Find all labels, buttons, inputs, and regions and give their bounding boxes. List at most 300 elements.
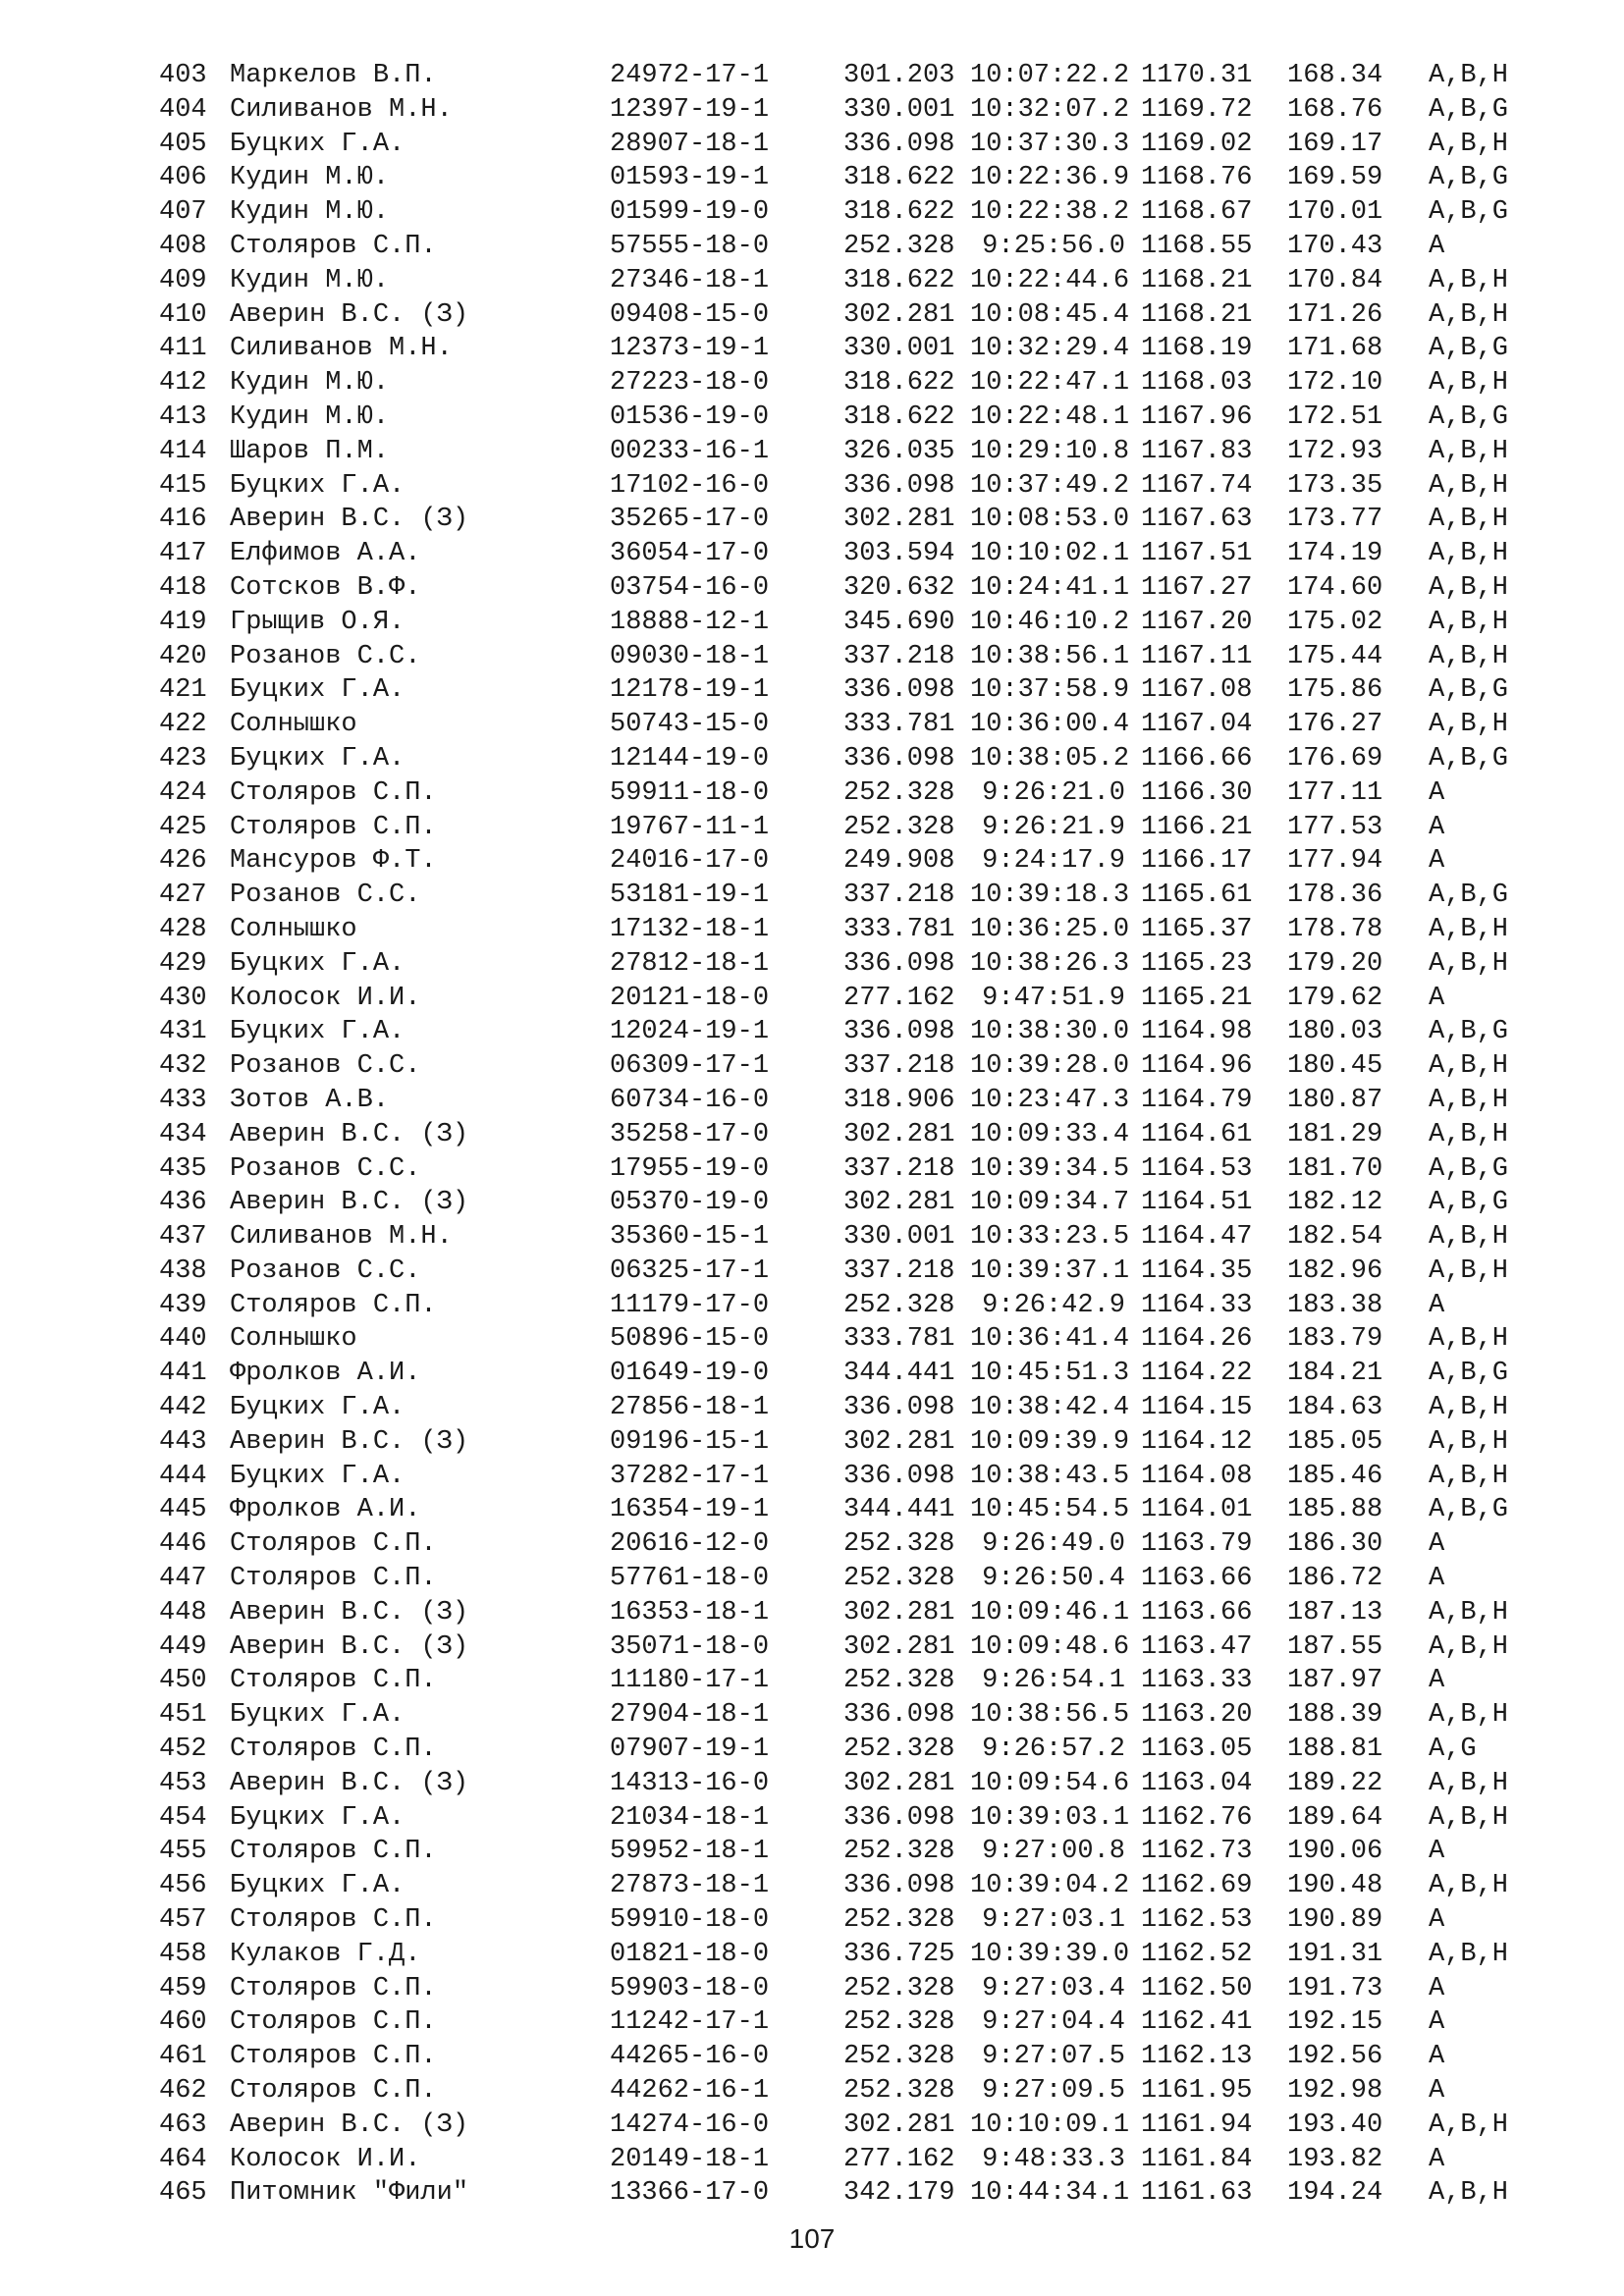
cell-speed: 1161.94 [1141,2109,1253,2140]
table-row [159,776,1573,811]
cell-arrival-time: 9:26:57.2 [982,1735,1125,1765]
cell-class: A [1429,812,1445,842]
cell-speed: 1168.03 [1141,368,1253,399]
cell-arrival-time: 10:37:58.9 [970,675,1130,706]
cell-fancier: Буцких Г.А. [230,743,406,774]
cell-arrival-time: 9:27:00.8 [982,1837,1125,1867]
cell-place: 448 [159,1597,207,1628]
table-row [159,742,1573,776]
cell-arrival-time: 10:38:05.2 [970,743,1130,774]
cell-ring: 44265-16-0 [610,2042,770,2072]
cell-speed: 1167.83 [1141,436,1253,466]
cell-speed: 1170.31 [1141,61,1253,90]
cell-speed: 1164.98 [1141,1017,1253,1047]
cell-fancier: Колосок И.И. [230,983,421,1013]
cell-ring: 28907-18-1 [610,129,770,159]
cell-ring: 01536-19-0 [610,401,770,432]
cell-coefficient: 170.43 [1287,231,1383,261]
cell-place: 414 [159,436,207,466]
cell-distance: 252.328 [843,812,955,842]
cell-distance: 336.098 [843,743,955,774]
cell-class: A,B,G [1429,163,1509,193]
cell-distance: 252.328 [843,777,955,808]
cell-speed: 1167.63 [1141,505,1253,535]
cell-coefficient: 191.73 [1287,1973,1383,2003]
cell-speed: 1167.96 [1141,401,1253,432]
cell-fancier: Столяров С.П. [230,1735,437,1765]
cell-ring: 12397-19-1 [610,94,770,125]
cell-class: A,B,G [1429,197,1509,228]
cell-arrival-time: 10:10:02.1 [970,539,1130,569]
cell-distance: 336.098 [843,1461,955,1491]
cell-coefficient: 178.36 [1287,881,1383,911]
cell-coefficient: 174.60 [1287,572,1383,603]
cell-ring: 01593-19-1 [610,163,770,193]
cell-fancier: Мансуров Ф.Т. [230,846,437,877]
cell-ring: 14313-16-0 [610,1768,770,1798]
cell-coefficient: 194.24 [1287,2178,1383,2209]
cell-coefficient: 168.76 [1287,94,1383,125]
cell-place: 429 [159,948,207,979]
cell-class: A,B,G [1429,1017,1509,1047]
table-row [159,1527,1573,1562]
cell-class: A [1429,777,1445,808]
results-table [159,59,1573,2211]
cell-class: A,B,H [1429,505,1509,535]
cell-class: A,B,G [1429,401,1509,432]
cell-coefficient: 172.93 [1287,436,1383,466]
cell-arrival-time: 10:38:42.4 [970,1393,1130,1423]
table-row [159,879,1573,913]
cell-class: A [1429,1529,1445,1560]
cell-place: 465 [159,2178,207,2209]
cell-fancier: Аверин В.С. (З) [230,2109,469,2140]
cell-distance: 302.281 [843,1119,955,1149]
cell-arrival-time: 9:27:04.4 [982,2007,1125,2038]
cell-ring: 13366-17-0 [610,2178,770,2209]
cell-coefficient: 187.55 [1287,1631,1383,1662]
cell-place: 464 [159,2144,207,2174]
cell-class: A,G [1429,1735,1477,1765]
cell-speed: 1169.72 [1141,94,1253,125]
cell-speed: 1165.37 [1141,914,1253,944]
cell-distance: 252.328 [843,1905,955,1936]
table-row [159,1322,1573,1357]
cell-class: A,B,H [1429,2178,1509,2209]
cell-fancier: Аверин В.С. (З) [230,1631,469,1662]
cell-place: 416 [159,505,207,535]
cell-place: 433 [159,1085,207,1115]
cell-speed: 1168.19 [1141,334,1253,364]
cell-fancier: Силиванов М.Н. [230,94,453,125]
cell-class: A,B,G [1429,1188,1509,1218]
cell-arrival-time: 10:38:30.0 [970,1017,1130,1047]
cell-speed: 1166.17 [1141,846,1253,877]
cell-ring: 59910-18-0 [610,1905,770,1936]
cell-coefficient: 175.44 [1287,641,1383,671]
cell-fancier: Кудин М.Ю. [230,265,390,295]
cell-coefficient: 180.87 [1287,1085,1383,1115]
cell-fancier: Розанов С.С. [230,1153,421,1184]
cell-class: A,B,H [1429,914,1509,944]
cell-speed: 1164.22 [1141,1359,1253,1389]
cell-fancier: Буцких Г.А. [230,1700,406,1731]
cell-place: 420 [159,641,207,671]
cell-class: A,B,H [1429,1324,1509,1355]
cell-coefficient: 181.70 [1287,1153,1383,1184]
cell-class: A,B,G [1429,1495,1509,1525]
cell-ring: 24016-17-0 [610,846,770,877]
cell-place: 451 [159,1700,207,1731]
cell-ring: 17132-18-1 [610,914,770,944]
cell-class: A,B,H [1429,539,1509,569]
table-row [159,128,1573,162]
cell-class: A,B,H [1429,710,1509,740]
cell-distance: 337.218 [843,1051,955,1082]
cell-class: A,B,H [1429,1939,1509,1969]
table-row [159,2143,1573,2177]
cell-place: 447 [159,1564,207,1594]
cell-coefficient: 177.94 [1287,846,1383,877]
cell-distance: 336.098 [843,1871,955,1901]
cell-ring: 27856-18-1 [610,1393,770,1423]
cell-ring: 12024-19-1 [610,1017,770,1047]
cell-fancier: Буцких Г.А. [230,1461,406,1491]
cell-coefficient: 193.82 [1287,2144,1383,2174]
cell-speed: 1162.52 [1141,1939,1253,1969]
cell-arrival-time: 10:23:47.3 [970,1085,1130,1115]
cell-place: 409 [159,265,207,295]
cell-class: A,B,H [1429,1051,1509,1082]
cell-class: A [1429,2076,1445,2107]
cell-arrival-time: 10:33:23.5 [970,1222,1130,1253]
cell-speed: 1168.55 [1141,231,1253,261]
table-row [159,1664,1573,1698]
table-row [159,230,1573,264]
cell-distance: 330.001 [843,94,955,125]
cell-coefficient: 185.46 [1287,1461,1383,1491]
cell-ring: 57761-18-0 [610,1564,770,1594]
cell-class: A,B,H [1429,470,1509,501]
cell-coefficient: 193.40 [1287,2109,1383,2140]
cell-fancier: Кудин М.Ю. [230,368,390,399]
cell-speed: 1167.51 [1141,539,1253,569]
cell-place: 413 [159,401,207,432]
cell-fancier: Буцких Г.А. [230,129,406,159]
cell-distance: 336.098 [843,1017,955,1047]
cell-fancier: Силиванов М.Н. [230,1222,453,1253]
cell-coefficient: 180.03 [1287,1017,1383,1047]
cell-coefficient: 170.84 [1287,265,1383,295]
cell-ring: 35265-17-0 [610,505,770,535]
cell-class: A,B,H [1429,948,1509,979]
cell-ring: 00233-16-1 [610,436,770,466]
table-row [159,571,1573,606]
cell-ring: 11179-17-0 [610,1290,770,1320]
cell-place: 455 [159,1837,207,1867]
cell-distance: 252.328 [843,2076,955,2107]
cell-speed: 1164.08 [1141,1461,1253,1491]
cell-ring: 44262-16-1 [610,2076,770,2107]
cell-ring: 59903-18-0 [610,1973,770,2003]
cell-ring: 12178-19-1 [610,675,770,706]
cell-speed: 1163.20 [1141,1700,1253,1731]
cell-distance: 320.632 [843,572,955,603]
table-row [159,1903,1573,1938]
cell-arrival-time: 9:26:49.0 [982,1529,1125,1560]
cell-arrival-time: 10:36:00.4 [970,710,1130,740]
cell-fancier: Столяров С.П. [230,1837,437,1867]
cell-arrival-time: 10:32:07.2 [970,94,1130,125]
cell-fancier: Аверин В.С. (З) [230,1426,469,1457]
page-number: 107 [788,2223,836,2254]
cell-arrival-time: 9:26:42.9 [982,1290,1125,1320]
cell-ring: 20616-12-0 [610,1529,770,1560]
cell-class: A,B,H [1429,1426,1509,1457]
cell-distance: 303.594 [843,539,955,569]
cell-coefficient: 170.01 [1287,197,1383,228]
table-row [159,1596,1573,1630]
cell-arrival-time: 9:26:21.9 [982,812,1125,842]
cell-speed: 1164.35 [1141,1255,1253,1286]
cell-place: 419 [159,607,207,637]
cell-place: 460 [159,2007,207,2038]
cell-arrival-time: 10:22:48.1 [970,401,1130,432]
cell-arrival-time: 10:09:48.6 [970,1631,1130,1662]
table-row [159,982,1573,1016]
cell-distance: 277.162 [843,983,955,1013]
cell-place: 432 [159,1051,207,1082]
cell-coefficient: 189.64 [1287,1802,1383,1833]
cell-speed: 1164.61 [1141,1119,1253,1149]
cell-place: 412 [159,368,207,399]
table-row [159,606,1573,640]
table-row [159,844,1573,879]
cell-class: A [1429,2042,1445,2072]
cell-fancier: Столяров С.П. [230,1666,437,1696]
cell-fancier: Столяров С.П. [230,1290,437,1320]
cell-arrival-time: 10:39:04.2 [970,1871,1130,1901]
cell-speed: 1166.30 [1141,777,1253,808]
cell-class: A,B,H [1429,1222,1509,1253]
cell-class: A [1429,1905,1445,1936]
cell-place: 459 [159,1973,207,2003]
table-row [159,161,1573,195]
cell-ring: 18888-12-1 [610,607,770,637]
table-row [159,1015,1573,1049]
cell-distance: 336.098 [843,129,955,159]
cell-fancier: Столяров С.П. [230,1529,437,1560]
table-row [159,1938,1573,1972]
cell-distance: 330.001 [843,334,955,364]
cell-arrival-time: 10:39:39.0 [970,1939,1130,1969]
cell-fancier: Буцких Г.А. [230,1393,406,1423]
cell-speed: 1167.27 [1141,572,1253,603]
cell-coefficient: 169.17 [1287,129,1383,159]
cell-speed: 1166.66 [1141,743,1253,774]
cell-fancier: Аверин В.С. (З) [230,505,469,535]
table-row [159,1186,1573,1220]
cell-ring: 16353-18-1 [610,1597,770,1628]
table-row [159,1972,1573,2006]
cell-arrival-time: 10:39:18.3 [970,881,1130,911]
cell-ring: 09030-18-1 [610,641,770,671]
cell-ring: 57555-18-0 [610,231,770,261]
cell-class: A,B,H [1429,265,1509,295]
cell-place: 463 [159,2109,207,2140]
cell-class: A,B,H [1429,641,1509,671]
table-row [159,332,1573,366]
cell-speed: 1164.79 [1141,1085,1253,1115]
cell-coefficient: 189.22 [1287,1768,1383,1798]
cell-place: 438 [159,1255,207,1286]
cell-speed: 1163.33 [1141,1666,1253,1696]
cell-place: 456 [159,1871,207,1901]
cell-fancier: Кудин М.Ю. [230,401,390,432]
cell-place: 452 [159,1735,207,1765]
cell-coefficient: 182.54 [1287,1222,1383,1253]
cell-class: A,B,H [1429,1871,1509,1901]
table-row [159,1289,1573,1323]
cell-place: 417 [159,539,207,569]
cell-coefficient: 175.02 [1287,607,1383,637]
cell-coefficient: 172.10 [1287,368,1383,399]
table-row [159,1391,1573,1425]
cell-arrival-time: 10:22:36.9 [970,163,1130,193]
cell-fancier: Столяров С.П. [230,2042,437,2072]
cell-distance: 252.328 [843,2007,955,2038]
cell-fancier: Солнышко [230,1324,357,1355]
cell-coefficient: 185.88 [1287,1495,1383,1525]
cell-arrival-time: 10:45:51.3 [970,1359,1130,1389]
table-row [159,1152,1573,1187]
cell-coefficient: 182.96 [1287,1255,1383,1286]
table-row [159,913,1573,947]
cell-fancier: Кудин М.Ю. [230,197,390,228]
cell-distance: 252.328 [843,1529,955,1560]
cell-ring: 59952-18-1 [610,1837,770,1867]
table-row [159,1562,1573,1596]
cell-place: 434 [159,1119,207,1149]
cell-arrival-time: 10:39:34.5 [970,1153,1130,1184]
cell-place: 408 [159,231,207,261]
cell-ring: 06309-17-1 [610,1051,770,1082]
cell-place: 415 [159,470,207,501]
cell-speed: 1161.84 [1141,2144,1253,2174]
table-row [159,2040,1573,2074]
cell-arrival-time: 9:48:33.3 [982,2144,1125,2174]
cell-speed: 1168.67 [1141,197,1253,228]
cell-arrival-time: 10:29:10.8 [970,436,1130,466]
cell-coefficient: 179.20 [1287,948,1383,979]
cell-coefficient: 179.62 [1287,983,1383,1013]
cell-speed: 1163.05 [1141,1735,1253,1765]
cell-speed: 1167.08 [1141,675,1253,706]
cell-fancier: Аверин В.С. (З) [230,299,469,330]
cell-coefficient: 175.86 [1287,675,1383,706]
cell-class: A [1429,1837,1445,1867]
cell-coefficient: 185.05 [1287,1426,1383,1457]
cell-speed: 1164.47 [1141,1222,1253,1253]
cell-speed: 1164.15 [1141,1393,1253,1423]
cell-speed: 1162.13 [1141,2042,1253,2072]
cell-distance: 252.328 [843,1837,955,1867]
cell-fancier: Колосок И.И. [230,2144,421,2174]
cell-place: 461 [159,2042,207,2072]
cell-place: 441 [159,1359,207,1389]
cell-distance: 337.218 [843,1153,955,1184]
cell-speed: 1164.12 [1141,1426,1253,1457]
table-row [159,1493,1573,1527]
cell-fancier: Сотсков В.Ф. [230,572,421,603]
cell-ring: 59911-18-0 [610,777,770,808]
cell-ring: 27223-18-0 [610,368,770,399]
cell-distance: 337.218 [843,1255,955,1286]
cell-speed: 1168.21 [1141,265,1253,295]
table-row [159,469,1573,504]
cell-place: 449 [159,1631,207,1662]
cell-coefficient: 192.15 [1287,2007,1383,2038]
cell-fancier: Солнышко [230,710,357,740]
cell-place: 404 [159,94,207,125]
cell-arrival-time: 10:46:10.2 [970,607,1130,637]
table-row [159,195,1573,230]
table-row [159,1425,1573,1460]
cell-place: 425 [159,812,207,842]
table-row [159,947,1573,982]
table-row [159,1801,1573,1836]
cell-fancier: Маркелов В.П. [230,61,437,90]
cell-distance: 318.906 [843,1085,955,1115]
cell-coefficient: 171.26 [1287,299,1383,330]
cell-arrival-time: 10:45:54.5 [970,1495,1130,1525]
cell-place: 423 [159,743,207,774]
cell-arrival-time: 10:39:03.1 [970,1802,1130,1833]
cell-fancier: Кудин М.Ю. [230,163,390,193]
cell-place: 462 [159,2076,207,2107]
cell-place: 410 [159,299,207,330]
cell-fancier: Столяров С.П. [230,1973,437,2003]
cell-distance: 252.328 [843,1666,955,1696]
cell-place: 406 [159,163,207,193]
cell-fancier: Елфимов А.А. [230,539,421,569]
table-row [159,93,1573,128]
cell-coefficient: 188.81 [1287,1735,1383,1765]
table-row [159,2005,1573,2040]
cell-class: A,B,H [1429,1393,1509,1423]
cell-coefficient: 183.79 [1287,1324,1383,1355]
cell-fancier: Столяров С.П. [230,777,437,808]
cell-arrival-time: 9:24:17.9 [982,846,1125,877]
table-row [159,1733,1573,1767]
cell-place: 421 [159,675,207,706]
cell-distance: 252.328 [843,1564,955,1594]
cell-arrival-time: 10:09:46.1 [970,1597,1130,1628]
cell-place: 428 [159,914,207,944]
cell-class: A,B,H [1429,2109,1509,2140]
cell-distance: 318.622 [843,368,955,399]
cell-class: A,B,H [1429,607,1509,637]
cell-speed: 1163.79 [1141,1529,1253,1560]
cell-ring: 27873-18-1 [610,1871,770,1901]
cell-fancier: Столяров С.П. [230,2007,437,2038]
table-row [159,811,1573,845]
cell-speed: 1165.21 [1141,983,1253,1013]
cell-class: A,B,H [1429,368,1509,399]
cell-place: 439 [159,1290,207,1320]
cell-distance: 318.622 [843,163,955,193]
cell-coefficient: 174.19 [1287,539,1383,569]
